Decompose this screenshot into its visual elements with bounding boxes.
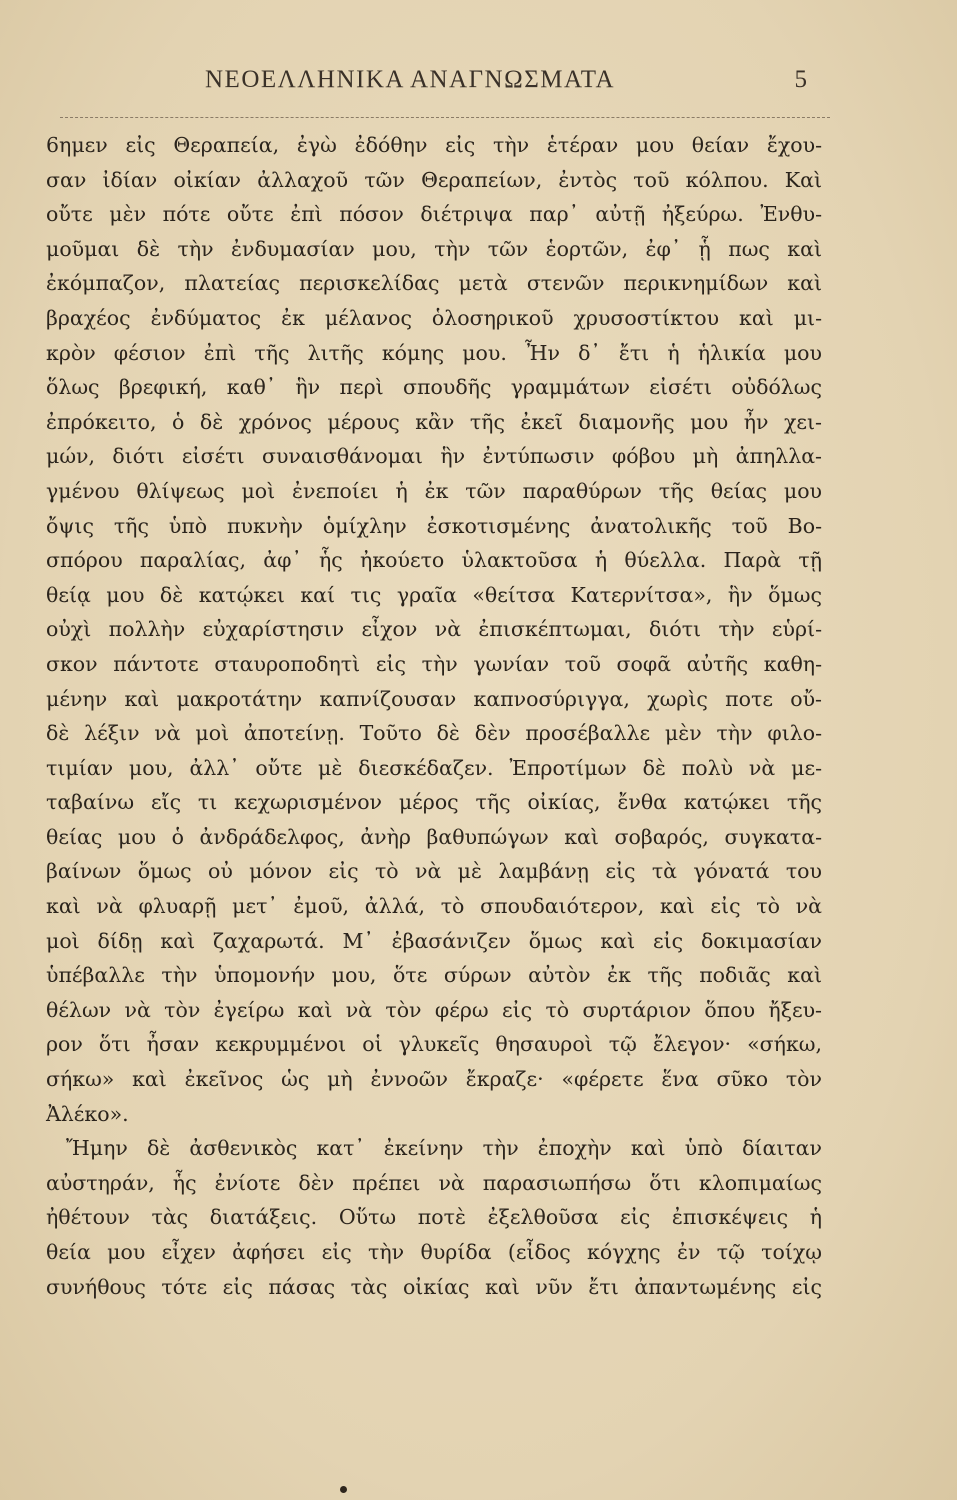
- text-line: οὐχὶ πολλὴν εὐχαρίστησιν εἶχον νὰ ἐπισκέπτωμαι, διότι τὴν εὑρί-: [46, 617, 822, 642]
- body-text: [46, 128, 822, 1304]
- text-line: τιμίαν μου, ἀλλ᾽ οὔτε μὲ διεσκέδαζεν. Ἐπροτίμων δὲ πολὺ νὰ με-: [46, 755, 822, 780]
- text-line: αὐστηράν, ἧς ἐνίοτε δὲν πρέπει νὰ παρασιωπήσω ὅτι κλοπιμαίως: [46, 1170, 822, 1195]
- text-line: ἐκόμπαζον, πλατείας περισκελίδας μετὰ στενῶν περικνημίδων καὶ: [46, 271, 822, 296]
- text-line: θείᾳ μου δὲ κατῴκει καί τις γραῖα «θείτσα Κατερνίτσα», ἣν ὅμως: [46, 582, 822, 607]
- paragraph-end-line: Ἀλέκο».: [46, 1101, 129, 1126]
- text-line: μών, διότι εἰσέτι συναισθάνομαι ἣν ἐντύπωσιν φόβου μὴ ἀπηλλα-: [46, 444, 822, 469]
- text-line: σήκω» καὶ ἐκεῖνος ὡς μὴ ἐννοῶν ἔκραζε· «φέρετε ἕνα σῦκο τὸν: [46, 1067, 822, 1092]
- text-line: ταβαίνω εἴς τι κεχωρισμένον μέρος τῆς οἰκίας, ἔνθα κατῴκει τῆς: [46, 790, 822, 815]
- text-line: συνήθους τότε εἰς πάσας τὰς οἰκίας καὶ νῦν ἔτι ἀπαντωμένης εἰς: [46, 1274, 822, 1299]
- text-line: ὑπέβαλλε τὴν ὑπομονήν μου, ὅτε σύρων αὐτὸν ἐκ τῆς ποδιᾶς καὶ: [46, 963, 822, 988]
- text-line: καὶ νὰ φλυαρῇ μετ᾽ ἐμοῦ, ἀλλά, τὸ σπουδαιότερον, καὶ εἰς τὸ νὰ: [46, 894, 822, 919]
- text-line: μοὶ δίδῃ καὶ ζαχαρωτά. Μ᾽ ἐβασάνιζεν ὅμως καὶ εἰς δοκιμασίαν: [46, 928, 822, 953]
- page-number: 5: [794, 66, 807, 93]
- text-line: μοῦμαι δὲ τὴν ἐνδυμασίαν μου, τὴν τῶν ἑορτῶν, ἐφ᾽ ᾗ πως καὶ: [46, 236, 822, 261]
- text-line: δὲ λέξιν νὰ μοὶ ἀποτείνῃ. Τοῦτο δὲ δὲν προσέβαλλε μὲν τὴν φιλο-: [46, 721, 822, 746]
- ink-dot: [340, 1486, 347, 1493]
- header-rule: [60, 117, 830, 118]
- text-line: οὔτε μὲν πότε οὔτε ἐπὶ πόσον διέτριψα παρ᾽ αὐτῇ ἠξεύρω. Ἐνθυ-: [46, 202, 822, 227]
- text-line: σαν ἰδίαν οἰκίαν ἀλλαχοῦ τῶν Θεραπείων, ἐντὸς τοῦ κόλπου. Καὶ: [46, 167, 822, 192]
- text-line: ἐπρόκειτο, ὁ δὲ χρόνος μέρους κἂν τῆς ἐκεῖ διαμονῆς μου ἦν χει-: [46, 409, 822, 434]
- text-line: σπόρου παραλίας, ἀφ᾽ ἧς ἠκούετο ὑλακτοῦσα ἡ θύελλα. Παρὰ τῇ: [46, 548, 822, 573]
- text-line: ρον ὅτι ἦσαν κεκρυμμένοι οἱ γλυκεῖς θησαυροὶ τῷ ἔλεγον· «σήκω,: [46, 1032, 822, 1057]
- text-line: μένην καὶ μακροτάτην καπνίζουσαν καπνοσύριγγα, χωρὶς ποτε οὔ-: [46, 686, 822, 711]
- text-line: ὅλως βρεφική, καθ᾽ ἣν περὶ σπουδῆς γραμμάτων εἰσέτι οὐδόλως: [46, 375, 822, 400]
- text-line: θεία μου εἶχεν ἀφήσει εἰς τὴν θυρίδα (εἶδος κόγχης ἐν τῷ τοίχῳ: [46, 1240, 822, 1264]
- paragraph-start-line: Ἤμην δὲ ἀσθενικὸς κατ᾽ ἐκείνην τὴν ἐποχὴν καὶ ὑπὸ δίαιταν: [66, 1136, 822, 1161]
- text-line: γμένου θλίψεως μοὶ ἐνεποίει ἡ ἐκ τῶν παραθύρων τῆς θείας μου: [46, 478, 822, 503]
- text-line: βαίνων ὅμως οὐ μόνον εἰς τὸ νὰ μὲ λαμβάνῃ εἰς τὰ γόνατά του: [46, 859, 822, 884]
- text-line: βραχέος ἐνδύματος ἐκ μέλανος ὁλοσηρικοῦ χρυσοστίκτου καὶ μι-: [46, 305, 822, 330]
- text-line: 6ημεν εἰς Θεραπεία, ἐγὼ ἐδόθην εἰς τὴν ἑτέραν μου θείαν ἔχου-: [46, 133, 822, 157]
- text-line: θείας μου ὁ ἀνδράδελφος, ἀνὴρ βαθυπώγων καὶ σοβαρός, συγκατα-: [46, 824, 822, 849]
- text-line: σκον πάντοτε σταυροποδητὶ εἰς τὴν γωνίαν τοῦ σοφᾶ αὐτῆς καθη-: [46, 651, 822, 676]
- text-line: ἠθέτουν τὰς διατάξεις. Οὕτω ποτὲ ἐξελθοῦσα εἰς ἐπισκέψεις ἡ: [46, 1205, 822, 1230]
- running-head: [0, 66, 957, 106]
- text-line: ὄψις τῆς ὑπὸ πυκνὴν ὁμίχλην ἐσκοτισμένης ἀνατολικῆς τοῦ Βο-: [46, 513, 822, 538]
- text-line: θέλων νὰ τὸν ἐγείρω καὶ νὰ τὸν φέρω εἰς τὸ συρτάριον ὅπου ἤξευ-: [46, 997, 822, 1022]
- running-title: ΝΕΟΕΛΛΗΝΙΚΑ ΑΝΑΓΝΩΣΜΑΤΑ: [205, 66, 616, 93]
- text-line: κρὸν φέσιον ἐπὶ τῆς λιτῆς κόμης μου. Ἦν δ᾽ ἔτι ἡ ἡλικία μου: [46, 340, 822, 365]
